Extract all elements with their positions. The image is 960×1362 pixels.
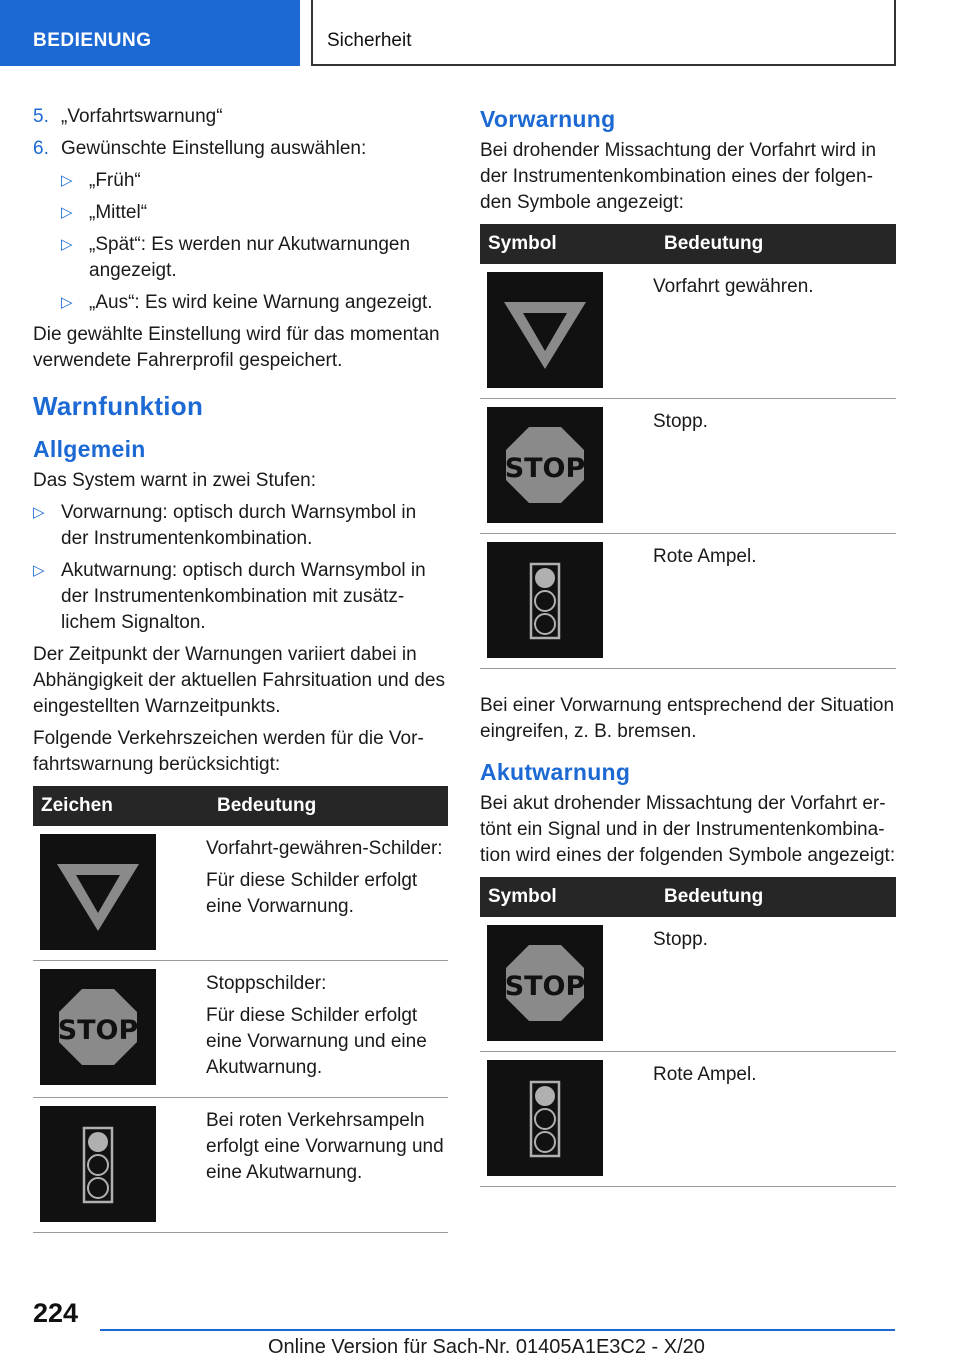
intro-text: Das System warnt in zwei Stufen:	[33, 470, 316, 491]
table-row	[33, 826, 448, 961]
meaning-text: Vorfahrt gewähren.	[653, 276, 814, 297]
stop-sign-icon	[487, 925, 603, 1041]
subsection-heading: Vorwarnung	[480, 106, 616, 132]
acute-warning-table	[480, 877, 896, 1187]
red-traffic-light-icon	[487, 542, 603, 658]
meaning-text: Bei roten Verkehrsampeln erfolgt eine Vorwarnung und eine Akutwarnung.	[206, 1110, 444, 1183]
table-row	[480, 399, 896, 534]
option-text: „Früh“	[89, 170, 141, 191]
yield-sign-icon	[487, 272, 603, 388]
table-row	[33, 961, 448, 1098]
option-text: „Mittel“	[89, 202, 148, 223]
footer-divider	[100, 1329, 895, 1331]
right-column	[480, 104, 896, 1187]
table-row	[480, 1052, 896, 1187]
prewarning-table	[480, 224, 896, 669]
signs-intro: Folgende Verkehrszeichen werden für die Vorfahrtswarnung berücksichtigt:	[33, 728, 424, 775]
triangle-bullet-icon: ▷	[61, 294, 73, 311]
timing-text: Der Zeitpunkt der Warnungen variiert dabei in Abhängigkeit der aktuellen Fahrsituation und des eingestellten Warnzeitpunkts.	[33, 644, 445, 717]
stop-sign-icon	[40, 969, 156, 1085]
chapter-title: BEDIENUNG	[33, 30, 152, 51]
triangle-bullet-icon: ▷	[61, 172, 73, 189]
table-row	[480, 917, 896, 1052]
stage-item	[33, 558, 448, 636]
table-row	[480, 534, 896, 669]
meaning-text: Rote Ampel.	[653, 546, 757, 567]
red-traffic-light-icon	[487, 1060, 603, 1176]
meaning-text: Für diese Schilder erfolgt eine Vorwarnung.	[206, 870, 418, 917]
left-column	[33, 104, 448, 1233]
svg-text:STOP: STOP	[57, 1015, 139, 1046]
chapter-tab	[0, 0, 300, 66]
option-item	[61, 232, 448, 284]
signs-table	[33, 786, 448, 1233]
section-heading: Warnfunktion	[33, 391, 204, 421]
triangle-bullet-icon: ▷	[61, 236, 73, 253]
step-item	[33, 104, 448, 130]
stage-text: Akutwarnung: optisch durch Warnsymbol in der Instrumentenkombination mit zusätzlichem Signalton.	[61, 560, 426, 633]
meaning-text: Vorfahrt-gewähren-Schilder:	[206, 838, 443, 859]
prewarning-action: Bei einer Vorwarnung entsprechend der Situation eingreifen, z. B. bremsen.	[480, 695, 895, 742]
column-header: Symbol	[480, 224, 646, 264]
yield-sign-icon	[40, 834, 156, 950]
option-text: „Spät“: Es werden nur Akutwarnungen angezeigt.	[89, 234, 411, 281]
triangle-bullet-icon: ▷	[61, 204, 73, 221]
option-item	[61, 200, 448, 226]
step-number: 5.	[33, 106, 49, 127]
step-number: 6.	[33, 138, 49, 159]
stage-text: Vorwarnung: optisch durch Warnsymbol in der Instrumentenkombination.	[61, 502, 417, 549]
step-item	[33, 136, 448, 162]
subsection-heading: Akutwarnung	[480, 759, 631, 785]
triangle-bullet-icon: ▷	[33, 504, 45, 521]
option-item	[61, 168, 448, 194]
column-header: Bedeutung	[646, 877, 896, 917]
footer-version-text: Online Version für Sach-Nr. 01405A1E3C2 - X/20	[268, 1336, 705, 1358]
table-header-row	[33, 786, 448, 826]
table-row	[480, 264, 896, 399]
svg-text:STOP: STOP	[504, 453, 586, 484]
red-traffic-light-icon	[40, 1106, 156, 1222]
triangle-bullet-icon: ▷	[33, 562, 45, 579]
meaning-text: Rote Ampel.	[653, 1064, 757, 1085]
table-header-row	[480, 224, 896, 264]
option-item	[61, 290, 448, 316]
prewarning-text: Bei drohender Missachtung der Vorfahrt wird in der Instrumentenkombination eines der folgenden Symbole angezeigt:	[480, 140, 877, 213]
topic-tab	[311, 0, 896, 66]
option-text: „Aus“: Es wird keine Warnung angezeigt.	[89, 292, 433, 313]
topic-title: Sicherheit	[327, 30, 412, 51]
column-header: Zeichen	[33, 786, 199, 826]
step-text: Gewünschte Einstellung auswählen:	[61, 138, 367, 159]
profile-note: Die gewählte Einstellung wird für das momentan verwendete Fahrerprofil gespeichert.	[33, 324, 440, 371]
column-header: Bedeutung	[199, 786, 448, 826]
table-row	[33, 1098, 448, 1233]
stop-sign-icon	[487, 407, 603, 523]
meaning-text: Stopp.	[653, 929, 708, 950]
table-header-row	[480, 877, 896, 917]
page-number: 224	[33, 1298, 79, 1328]
svg-text:STOP: STOP	[504, 971, 586, 1002]
stage-item	[33, 500, 448, 552]
column-header: Bedeutung	[646, 224, 896, 264]
column-header: Symbol	[480, 877, 646, 917]
step-text: „Vorfahrtswarnung“	[61, 106, 223, 127]
subsection-heading: Allgemein	[33, 436, 146, 462]
meaning-text: Stoppschilder:	[206, 973, 327, 994]
acute-warning-text: Bei akut drohender Missachtung der Vorfahrt ertönt ein Signal und in der Instrumentenkombination wird eines der folgenden Symbole angezeigt:	[480, 793, 896, 866]
meaning-text: Stopp.	[653, 411, 708, 432]
meaning-text: Für diese Schilder erfolgt eine Vorwarnung und eine Akutwarnung.	[206, 1005, 427, 1078]
